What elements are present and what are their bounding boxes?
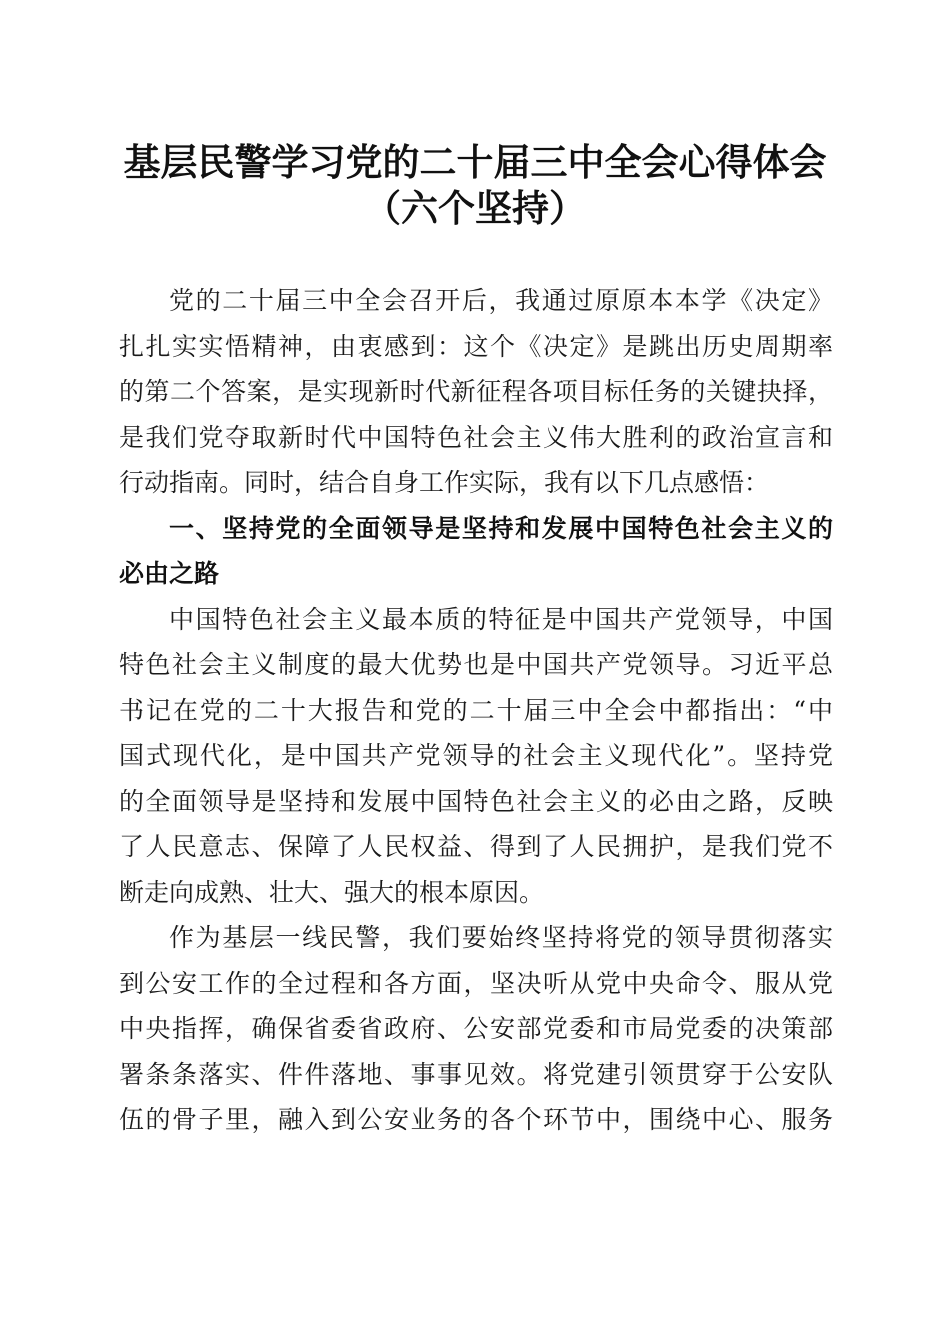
paragraph-1-line-3: 的第二个答案，是实现新时代新征程各项目标任务的关键抉择， <box>119 377 833 406</box>
section-heading-1-line-2: 必由之路 <box>119 559 220 588</box>
paragraph-2-line-1: 中国特色社会主义最本质的特征是中国共产党领导，中国 <box>169 604 833 634</box>
paragraph-3-line-3: 中央指挥，确保省委省政府、公安部党委和市局党委的决策部 <box>119 1014 833 1043</box>
document-body <box>119 278 833 1143</box>
paragraph-1-line-1: 党的二十届三中全会召开后，我通过原原本本学《决定》 <box>169 286 833 315</box>
paragraph-2-line-5: 的全面领导是坚持和发展中国特色社会主义的必由之路，反映 <box>119 786 833 816</box>
document-subtitle: （六个坚持） <box>364 186 586 230</box>
paragraph-3-line-5: 伍的骨子里，融入到公安业务的各个环节中，围绕中心、服务 <box>119 1105 833 1134</box>
paragraph-2-line-2: 特色社会主义制度的最大优势也是中国共产党领导。习近平总 <box>119 650 833 679</box>
section-heading-1-line-1: 一、坚持党的全面领导是坚持和发展中国特色社会主义的 <box>169 513 833 543</box>
paragraph-1-line-5: 行动指南。同时，结合自身工作实际，我有以下几点感悟： <box>119 468 770 497</box>
paragraph-2-line-7: 断走向成熟、壮大、强大的根本原因。 <box>119 877 545 907</box>
paragraph-3-line-4: 署条条落实、件件落地、事事见效。将党建引领贯穿于公安队 <box>119 1059 833 1089</box>
paragraph-3-line-1: 作为基层一线民警，我们要始终坚持将党的领导贯彻落实 <box>169 923 833 952</box>
paragraph-2-line-6: 了人民意志、保障了人民权益、得到了人民拥护，是我们党不 <box>119 832 833 861</box>
paragraph-3-line-2: 到公安工作的全过程和各方面，坚决听从党中央命令、服从党 <box>119 968 833 998</box>
paragraph-2-line-4: 国式现代化，是中国共产党领导的社会主义现代化”。坚持党 <box>119 741 833 770</box>
paragraph-1-line-2: 扎扎实实悟精神，由衷感到：这个《决定》是跳出历史周期率 <box>119 331 833 361</box>
paragraph-2-line-3: 书记在党的二十大报告和党的二十届三中全会中都指出：“中 <box>119 695 833 725</box>
document-title: 基层民警学习党的二十届三中全会心得体会 <box>123 140 827 184</box>
paragraph-1-line-4: 是我们党夺取新时代中国特色社会主义伟大胜利的政治宣言和 <box>119 422 833 452</box>
